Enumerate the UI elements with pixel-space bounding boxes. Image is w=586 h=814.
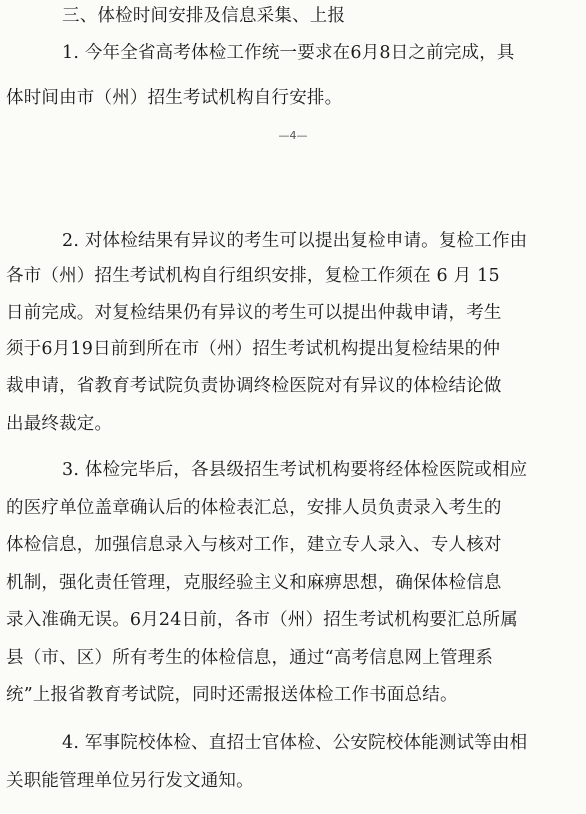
para3-line3: 体检信息，加强信息录入与核对工作，建立专人录入、专人核对 (6, 535, 502, 555)
para2-line3: 日前完成。对复检结果仍有异议的考生可以提出仲裁申请，考生 (6, 303, 502, 323)
section-heading: 三、体检时间安排及信息采集、上报 (62, 6, 346, 26)
para3-line6: 县（市、区）所有考生的体检信息，通过“高考信息网上管理系 (6, 648, 494, 668)
para3-line4: 机制，强化责任管理，克服经验主义和麻痹思想，确保体检信息 (6, 573, 502, 593)
para3-line7: 统”上报省教育考试院，同时还需报送体检工作书面总结。 (6, 685, 458, 705)
para3-line1: 3. 体检完毕后，各县级招生考试机构要将经体检医院或相应 (62, 460, 528, 480)
para4-line1: 4. 军事院校体检、直招士官体检、公安院校体能测试等由相 (62, 733, 528, 753)
para4-line2: 关职能管理单位另行发文通知。 (6, 771, 254, 791)
para2-line5: 裁申请，省教育考试院负责协调终检医院对有异议的体检结论做 (6, 376, 502, 396)
page-number: —4— (278, 129, 308, 142)
para2-line4: 须于6月19日前到所在市（州）招生考试机构提出复检结果的仲 (6, 339, 501, 359)
para3-line5: 录入准确无误。6月24日前，各市（州）招生考试机构要汇总所属 (6, 610, 518, 630)
para2-line2: 各市（州）招生考试机构自行组织安排，复检工作须在 6 月 15 (6, 266, 500, 286)
para3-line2: 的医疗单位盖章确认后的体检表汇总，安排人员负责录入考生的 (6, 498, 502, 518)
para1-line1: 1. 今年全省高考体检工作统一要求在6月8日之前完成，具 (62, 43, 515, 63)
para1-line2: 体时间由市（州）招生考试机构自行安排。 (6, 88, 343, 108)
para2-line1: 2. 对体检结果有异议的考生可以提出复检申请。复检工作由 (62, 231, 528, 251)
para2-line6: 出最终裁定。 (6, 414, 113, 434)
